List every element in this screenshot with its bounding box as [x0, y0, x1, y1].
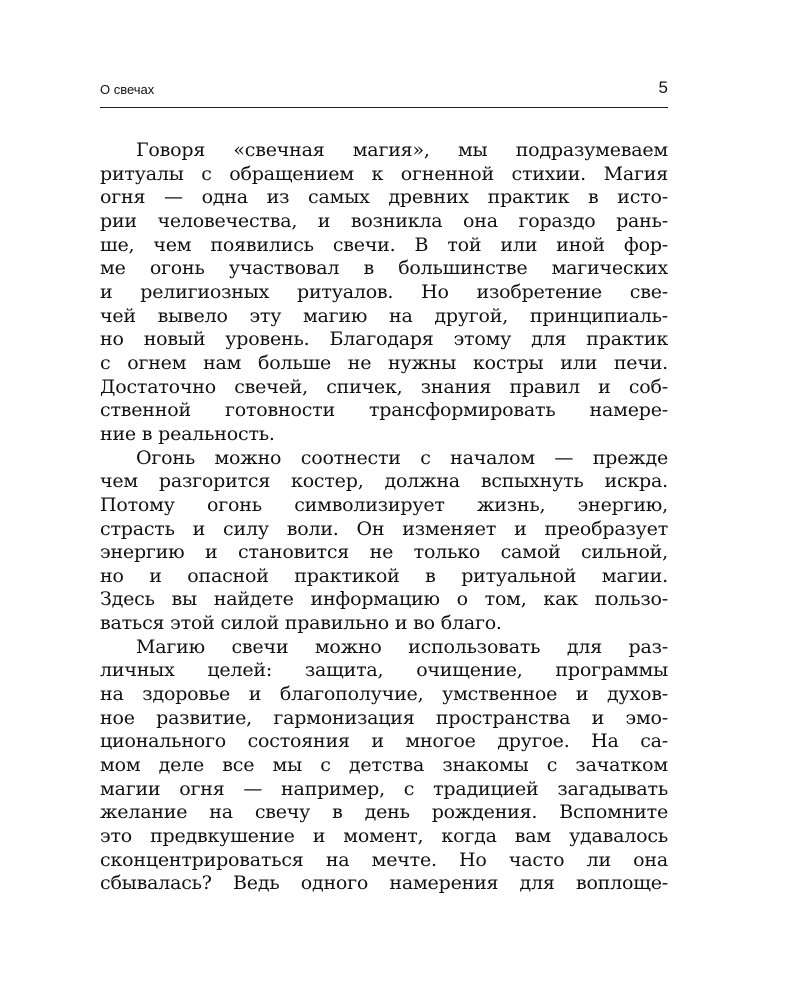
- text-line: чем разгорится костер, должна вспыхнуть искра.: [100, 470, 668, 493]
- text-line: огня — одна из самых древних практик в исто-: [100, 186, 668, 209]
- text-line: мом деле все мы с детства знакомы с зачатком: [100, 754, 668, 777]
- text-line: Потому огонь символизирует жизнь, энергию,: [100, 493, 668, 516]
- text-line: с огнем нам больше не нужны костры или печи.: [100, 351, 668, 374]
- paragraph: [100, 139, 668, 447]
- paragraph: [100, 447, 668, 636]
- text-line: и религиозных ритуалов. Но изобретение све-: [100, 280, 668, 303]
- text-line: страсть и силу воли. Он изменяет и преобразует: [100, 517, 668, 540]
- text-line: желание на свечу в день рождения. Вспомните: [100, 801, 668, 824]
- running-title: О свечах: [100, 82, 155, 97]
- text-line: Говоря «свечная магия», мы подразумеваем: [136, 139, 668, 161]
- header-divider: [100, 107, 668, 108]
- text-line: ное развитие, гармонизация пространства и эмо-: [100, 706, 668, 729]
- text-line: сбывалась? Ведь одного намерения для воплоще-: [100, 872, 668, 895]
- text-line: Достаточно свечей, спичек, знания правил и соб-: [100, 375, 668, 398]
- text-line: Здесь вы найдете информацию о том, как пользо-: [100, 588, 668, 611]
- text-line: личных целей: защита, очищение, программы: [100, 659, 668, 682]
- text-line: Магию свечи можно использовать для раз-: [136, 635, 668, 658]
- text-line: рии человечества, и возникла она гораздо рань-: [100, 209, 668, 232]
- text-line: ше, чем появились свечи. В той или иной фор-: [100, 233, 668, 256]
- body-text: [100, 139, 668, 896]
- page-header: [100, 78, 668, 100]
- text-line: но и опасной практикой в ритуальной магии.: [100, 564, 668, 587]
- text-line: магии огня — например, с традицией загадывать: [100, 777, 668, 800]
- text-line: это предвкушение и момент, когда вам удавалось: [100, 825, 668, 848]
- paragraph: [100, 636, 668, 896]
- text-line: ваться этой силой правильно и во благо.: [100, 612, 502, 635]
- text-line: ние в реальность.: [100, 422, 275, 445]
- text-line: но новый уровень. Благодаря этому для практик: [100, 328, 668, 351]
- text-line: ме огонь участвовал в большинстве магических: [100, 257, 668, 280]
- text-line: чей вывело эту магию на другой, принципиаль-: [100, 304, 668, 327]
- text-line: на здоровье и благополучие, умственное и духов-: [100, 683, 668, 706]
- text-line: ционального состояния и многое другое. На са-: [100, 730, 668, 753]
- text-line: Огонь можно соотнести с началом — прежде: [136, 446, 668, 469]
- text-line: энергию и становится не только самой сильной,: [100, 541, 668, 564]
- text-line: ственной готовности трансформировать намере-: [100, 399, 668, 422]
- page-number: 5: [658, 78, 668, 97]
- text-line: сконцентрироваться на мечте. Но часто ли она: [100, 848, 668, 871]
- text-line: ритуалы с обращением к огненной стихии. Магия: [100, 162, 668, 185]
